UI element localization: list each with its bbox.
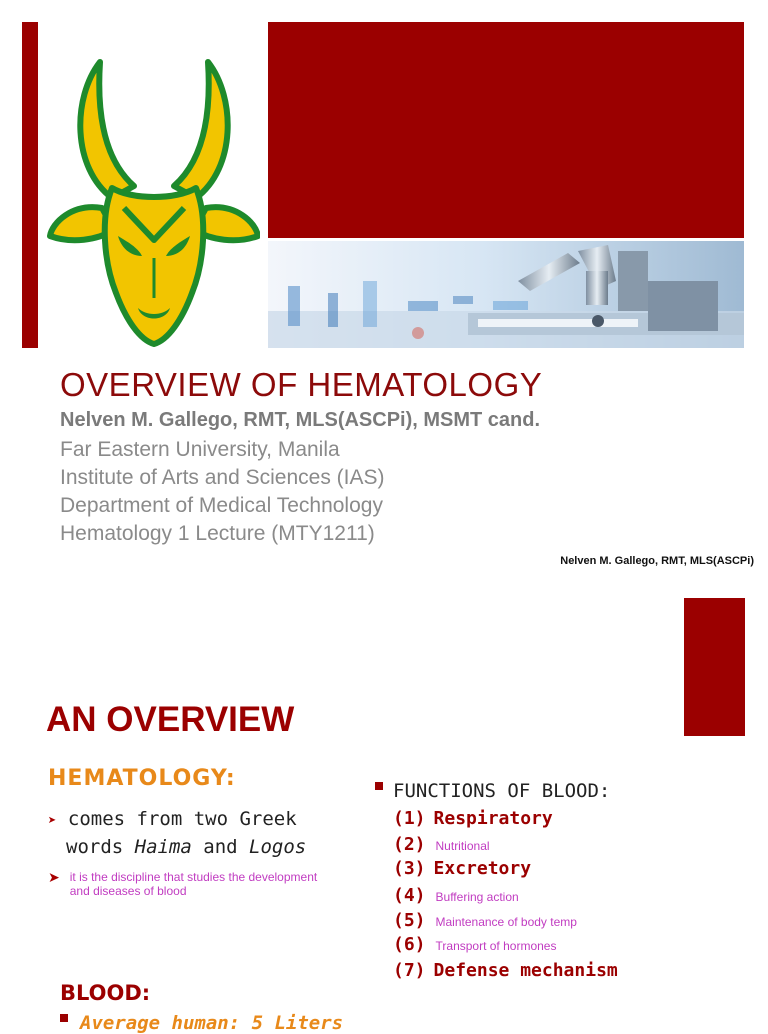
- function-label: Buffering action: [435, 890, 519, 904]
- function-number: (3): [393, 858, 426, 879]
- greek-origin-line: [48, 808, 297, 830]
- info-line-department: Department of Medical Technology: [60, 494, 383, 517]
- left-accent-bar: [22, 22, 38, 348]
- function-label: Defense mechanism: [433, 960, 618, 981]
- discipline-line-2: and diseases of blood: [69, 884, 187, 898]
- author-line: Nelven M. Gallego, RMT, MLS(ASCPi), MSMT cand.: [60, 409, 541, 431]
- greek-origin-text: comes from two Greek: [67, 808, 297, 830]
- section-heading: AN OVERVIEW: [46, 700, 295, 739]
- function-number: (1): [393, 808, 426, 829]
- footer-credit: Nelven M. Gallego, RMT, MLS(ASCPi): [560, 555, 754, 567]
- tamaraw-logo-icon: [42, 58, 260, 350]
- microscope-photo-icon: [268, 241, 744, 348]
- function-item: [393, 910, 577, 931]
- function-item: [393, 885, 519, 906]
- function-label: Respiratory: [433, 808, 553, 829]
- blood-heading: BLOOD:: [60, 981, 151, 1005]
- function-number: (7): [393, 960, 426, 981]
- function-label: Excretory: [433, 858, 532, 879]
- function-number: (6): [393, 934, 426, 955]
- info-line-university: Far Eastern University, Manila: [60, 438, 340, 461]
- function-label: Maintenance of body temp: [435, 915, 577, 929]
- function-item: [393, 834, 490, 855]
- function-item: [393, 858, 531, 879]
- function-item: [393, 960, 618, 981]
- greek-word-haima: Haima: [134, 836, 192, 858]
- side-accent-block: [684, 598, 745, 736]
- function-number: (2): [393, 834, 426, 855]
- blood-volume-text: Average human: 5 Liters: [80, 1012, 344, 1034]
- page-title: OVERVIEW OF HEMATOLOGY: [60, 366, 543, 403]
- greek-pre-text: words: [66, 836, 135, 858]
- functions-heading-text: FUNCTIONS OF BLOOD:: [393, 780, 611, 802]
- arrow-bullet-icon: ➤: [48, 869, 60, 885]
- function-number: (5): [393, 910, 426, 931]
- greek-words-line: [66, 836, 306, 858]
- function-label: Nutritional: [435, 839, 490, 853]
- greek-word-logos: Logos: [249, 836, 307, 858]
- square-bullet-icon: [60, 1014, 68, 1022]
- title-banner-block: [268, 22, 744, 238]
- info-line-course: Hematology 1 Lecture (MTY1211): [60, 522, 375, 545]
- discipline-note: [48, 870, 317, 898]
- discipline-line-1: it is the discipline that studies the development: [69, 870, 318, 884]
- function-item: [393, 934, 556, 955]
- greek-and-text: and: [191, 836, 250, 858]
- info-line-institute: Institute of Arts and Sciences (IAS): [60, 466, 385, 489]
- function-item: [393, 808, 553, 829]
- square-bullet-icon: [375, 782, 383, 790]
- arrow-bullet-icon: ➤: [48, 813, 57, 829]
- hematology-heading: HEMATOLOGY:: [48, 766, 236, 791]
- function-label: Transport of hormones: [435, 939, 557, 953]
- functions-heading: [375, 780, 610, 802]
- function-number: (4): [393, 885, 426, 906]
